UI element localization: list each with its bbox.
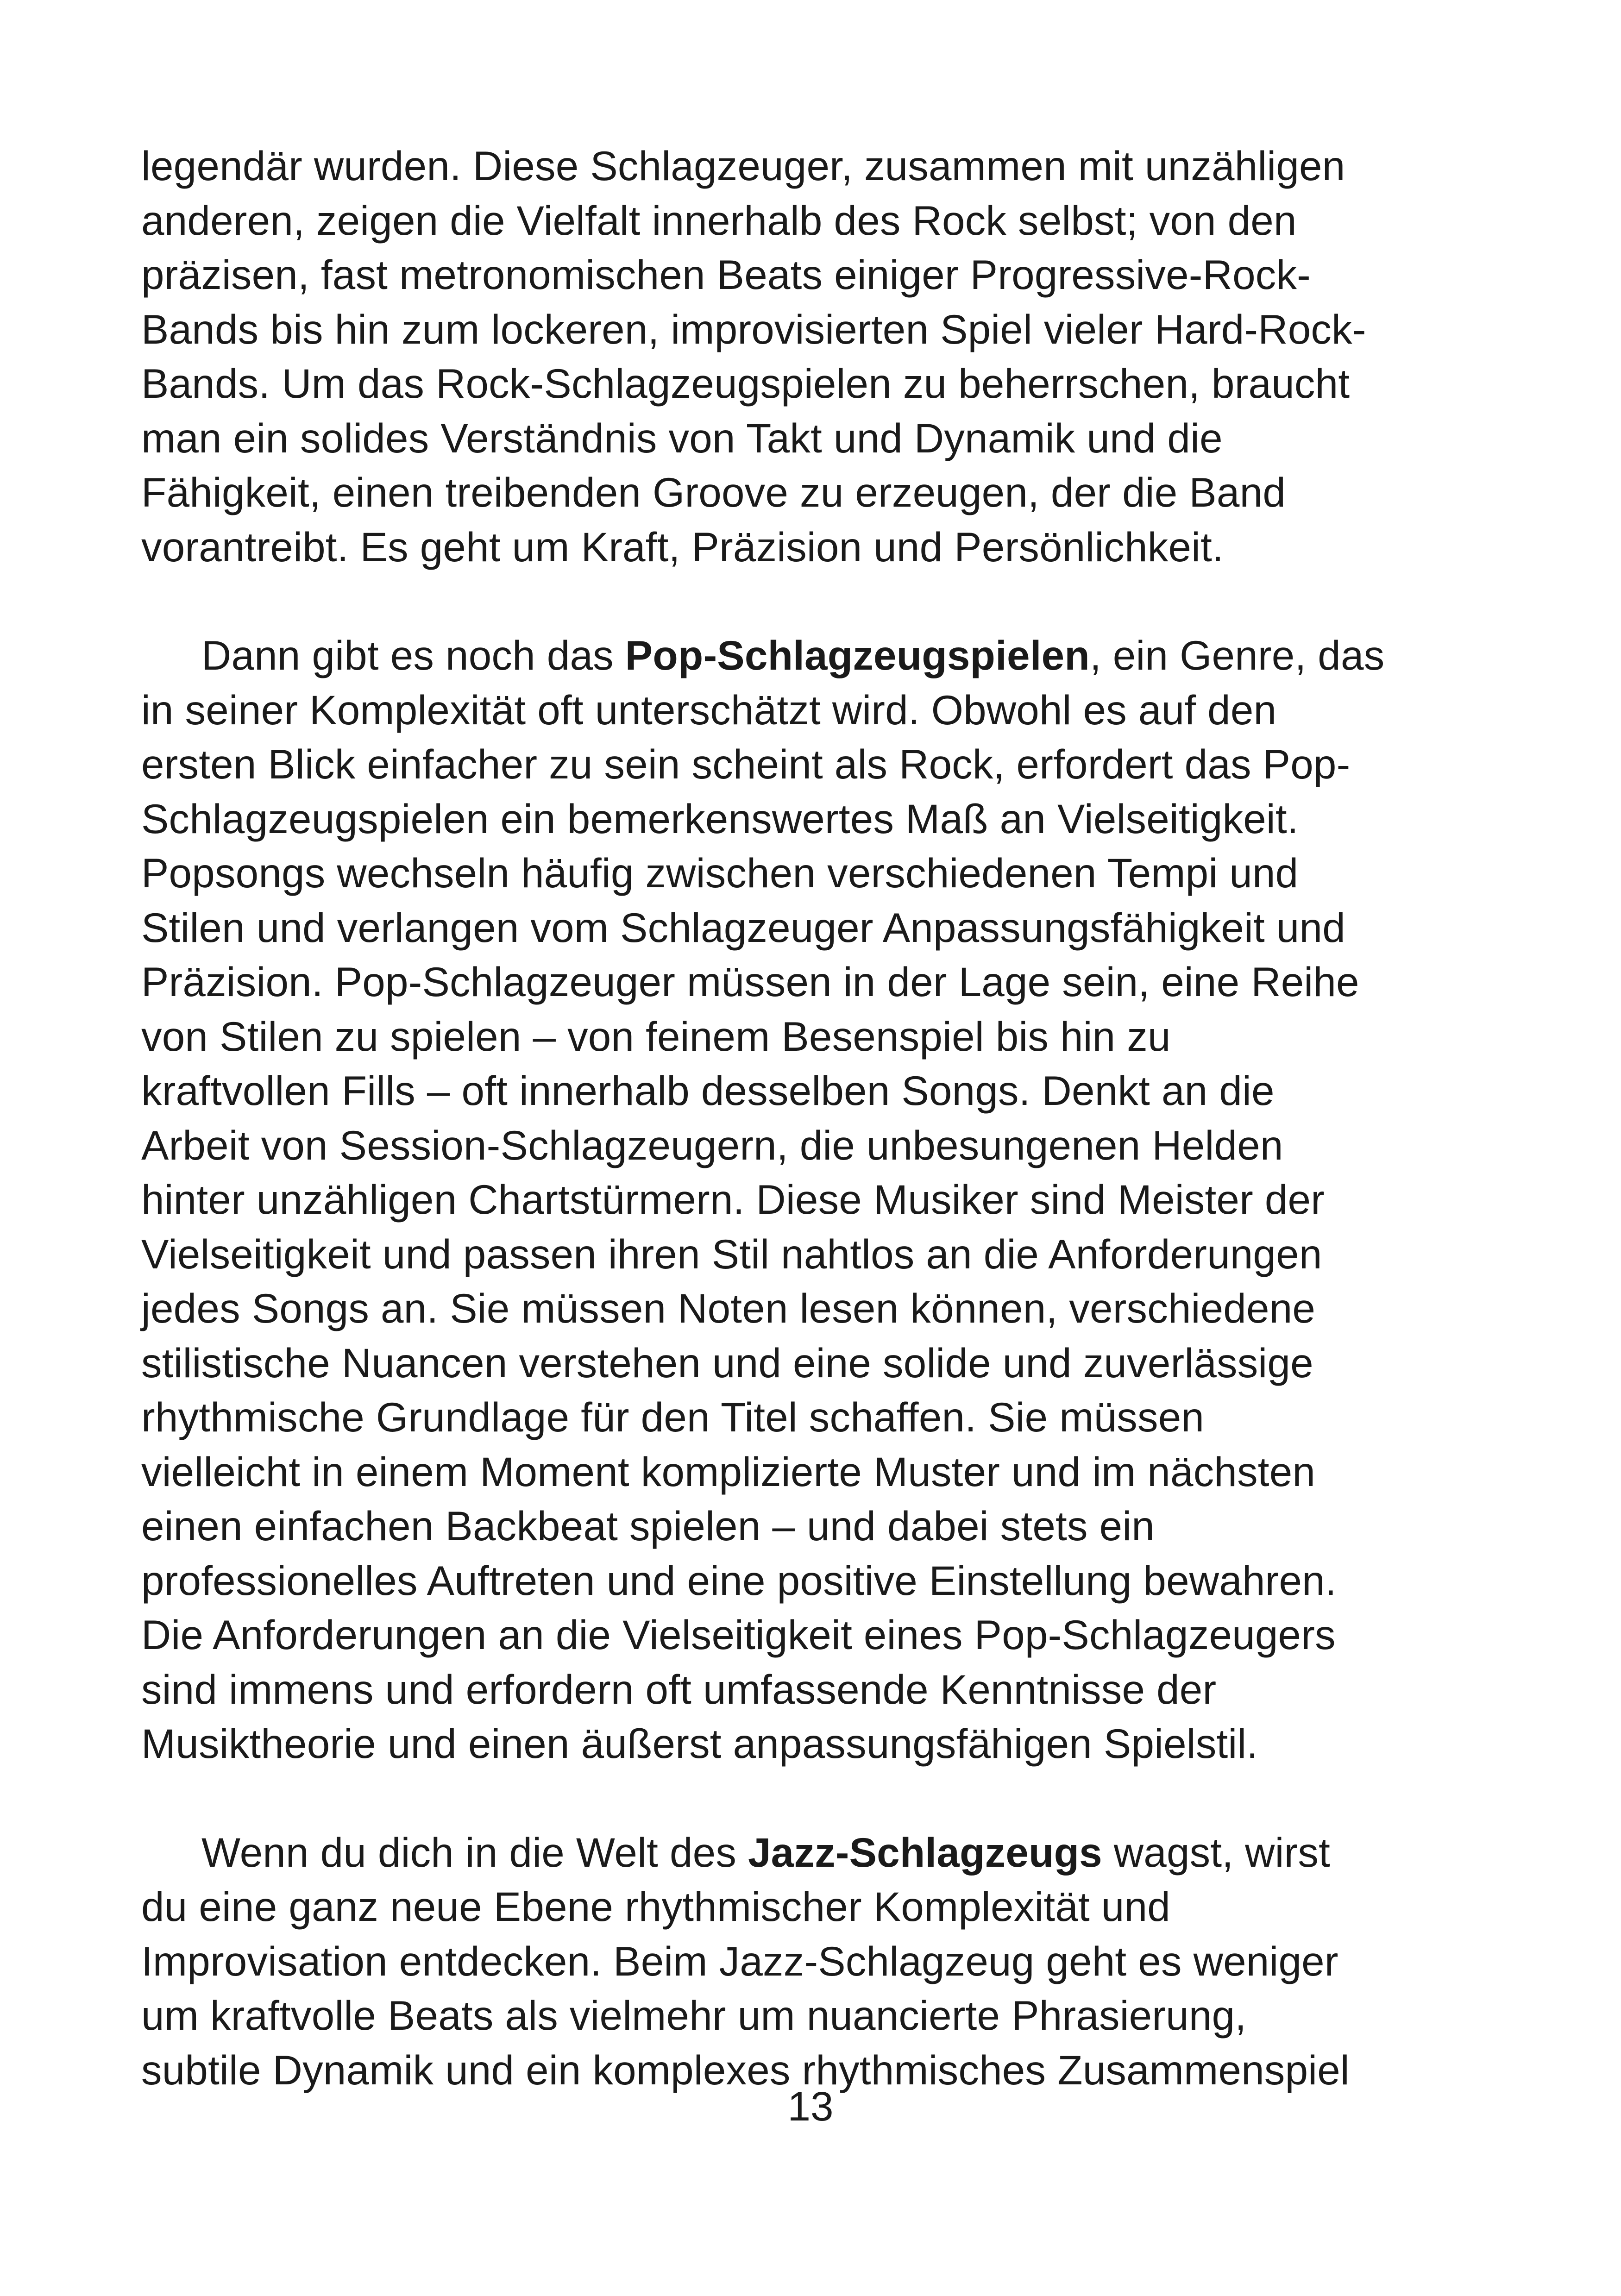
page-number: 13 [787, 2083, 834, 2129]
text-line: vorantreibt. Es geht um Kraft, Präzision und Persönlichkeit. [141, 523, 1224, 570]
text-line: stilistische Nuancen verstehen und eine solide und zuverlässige [141, 1339, 1313, 1386]
text-line: von Stilen zu spielen – von feinem Besenspiel bis hin zu [141, 1013, 1171, 1060]
paragraph-3 [141, 1826, 1494, 2098]
text-line: professionelles Auftreten und eine positive Einstellung bewahren. [141, 1557, 1337, 1604]
text-line: Popsongs wechseln häufig zwischen verschiedenen Tempi und [141, 850, 1299, 896]
bold-term: Jazz-Schlagzeugs [748, 1829, 1102, 1876]
text-line: Dann gibt es noch das Pop-Schlagzeugspielen, ein Genre, das [201, 632, 1385, 678]
text-line: ersten Blick einfacher zu sein scheint als Rock, erfordert das Pop- [141, 741, 1351, 787]
text-line: in seiner Komplexität oft unterschätzt wird. Obwohl es auf den [141, 686, 1277, 733]
text-line: Bands bis hin zum lockeren, improvisierten Spiel vieler Hard-Rock- [141, 306, 1366, 352]
text-line: jedes Songs an. Sie müssen Noten lesen können, verschiedene [141, 1285, 1316, 1331]
text-line: sind immens und erfordern oft umfassende Kenntnisse der [141, 1666, 1217, 1713]
text-line: subtile Dynamik und ein komplexes rhythmisches Zusammenspiel [141, 2046, 1350, 2093]
paragraph-1 [141, 139, 1494, 574]
text-line: Schlagzeugspielen ein bemerkenswertes Maß an Vielseitigkeit. [141, 795, 1299, 842]
text-line: Präzision. Pop-Schlagzeuger müssen in der Lage sein, eine Reihe [141, 959, 1359, 1005]
body-text [141, 139, 1494, 2097]
text-line: um kraftvolle Beats als vielmehr um nuancierte Phrasierung, [141, 1992, 1247, 2039]
text-line: Fähigkeit, einen treibenden Groove zu erzeugen, der die Band [141, 469, 1286, 515]
text-line: legendär wurden. Diese Schlagzeuger, zusammen mit unzähligen [141, 143, 1345, 189]
text-line: hinter unzähligen Chartstürmern. Diese Musiker sind Meister der [141, 1176, 1325, 1223]
text-line: man ein solides Verständnis von Takt und Dynamik und die [141, 414, 1223, 461]
text-line: Bands. Um das Rock-Schlagzeugspielen zu beherrschen, braucht [141, 360, 1350, 407]
bold-term: Pop-Schlagzeugspielen [625, 632, 1090, 678]
text-line: präzisen, fast metronomischen Beats einiger Progressive-Rock- [141, 251, 1311, 298]
text-line: du eine ganz neue Ebene rhythmischer Komplexität und [141, 1883, 1170, 1930]
text-line: Die Anforderungen an die Vielseitigkeit eines Pop-Schlagzeugers [141, 1612, 1336, 1658]
text-line: Improvisation entdecken. Beim Jazz-Schlagzeug geht es weniger [141, 1938, 1338, 1984]
text-line: Arbeit von Session-Schlagzeugern, die unbesungenen Helden [141, 1122, 1283, 1168]
text-line: Musiktheorie und einen äußerst anpassungsfähigen Spielstil. [141, 1720, 1258, 1767]
text-line: Stilen und verlangen vom Schlagzeuger Anpassungsfähigkeit und [141, 904, 1345, 951]
text-line: anderen, zeigen die Vielfalt innerhalb des Rock selbst; von den [141, 197, 1297, 244]
paragraph-2 [141, 628, 1494, 1771]
text-line: rhythmische Grundlage für den Titel schaffen. Sie müssen [141, 1394, 1205, 1440]
text-line: Vielseitigkeit und passen ihren Stil nahtlos an die Anforderungen [141, 1230, 1322, 1277]
text-line: Wenn du dich in die Welt des Jazz-Schlagzeugs wagst, wirst [201, 1829, 1331, 1876]
text-line: einen einfachen Backbeat spielen – und dabei stets ein [141, 1503, 1155, 1549]
text-line: kraftvollen Fills – oft innerhalb desselben Songs. Denkt an die [141, 1067, 1275, 1114]
text-line: vielleicht in einem Moment komplizierte Muster und im nächsten [141, 1448, 1316, 1495]
